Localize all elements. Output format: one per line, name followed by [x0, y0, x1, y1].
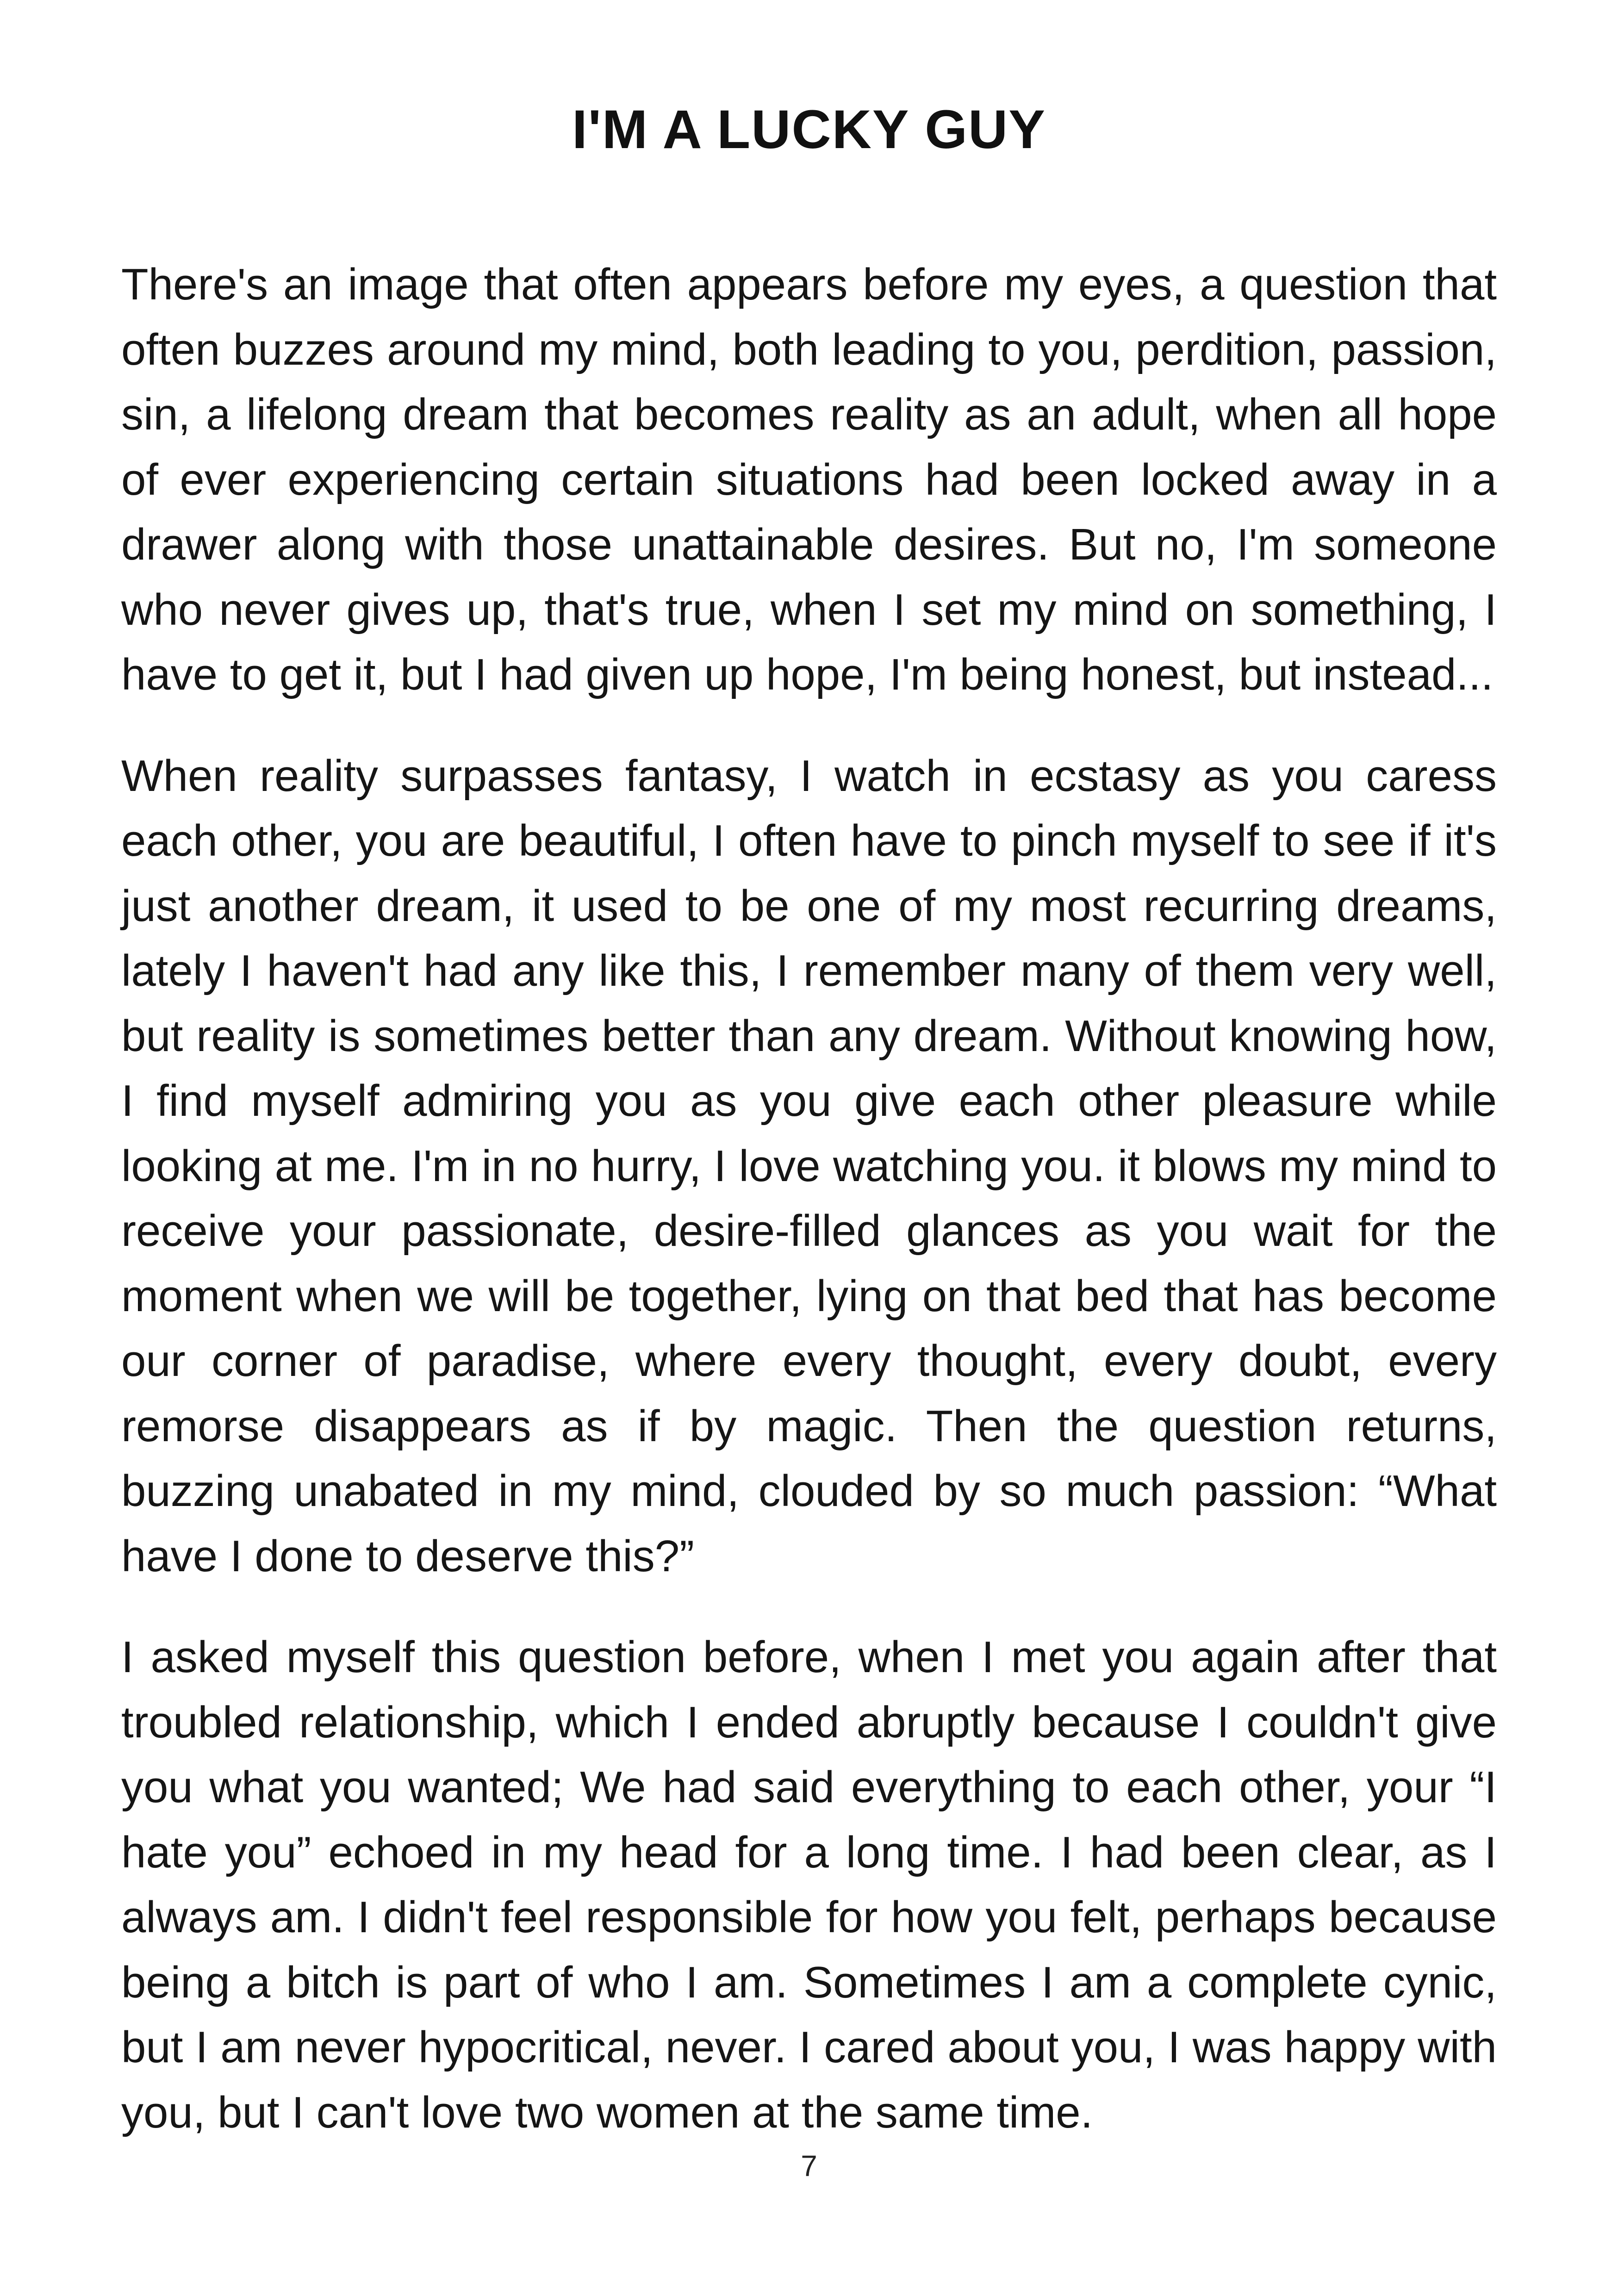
page-number: 7	[801, 2149, 817, 2183]
paragraph: When reality surpasses fantasy, I watch in ecstasy as you caress each other, you are beautiful, I often have to pinch myself to see if it's just another dream, it used to be one of my most recurring dreams, lately I haven't had any like this, I remember many of them very well, but reality is sometimes better than any dream. Without knowing how, I find myself admiring you as you give each other pleasure while looking at me. I'm in no hurry, I love watching you. it blows my mind to receive your passionate, desire-filled glances as you wait for the moment when we will be together, lying on that bed that has become our corner of paradise, where every thought, every doubt, every remorse disappears as if by magic. Then the question returns, buzzing unabated in my mind, clouded by so much passion: “What have I done to deserve this?”	[121, 751, 1497, 1581]
chapter-title: I'M A LUCKY GUY	[572, 99, 1046, 160]
paragraph: I asked myself this question before, when I met you again after that troubled relationship, which I ended abruptly because I couldn't give you what you wanted; We had said everything to each other, your “I hate you” echoed in my head for a long time. I had been clear, as I always am. I didn't feel responsible for how you felt, perhaps because being a bitch is part of who I am. Sometimes I am a complete cynic, but I am never hypocritical, never. I cared about you, I was happy with you, but I can't love two women at the same time.	[121, 1632, 1497, 2137]
body-text	[121, 252, 1497, 2181]
paragraph: There's an image that often appears before my eyes, a question that often buzzes around my mind, both leading to you, perdition, passion, sin, a lifelong dream that becomes reality as an adult, when all hope of ever experiencing certain situations had been locked away in a drawer along with those unattainable desires. But no, I'm someone who never gives up, that's true, when I set my mind on something, I have to get it, but I had given up hope, I'm being honest, but instead...	[121, 260, 1497, 699]
